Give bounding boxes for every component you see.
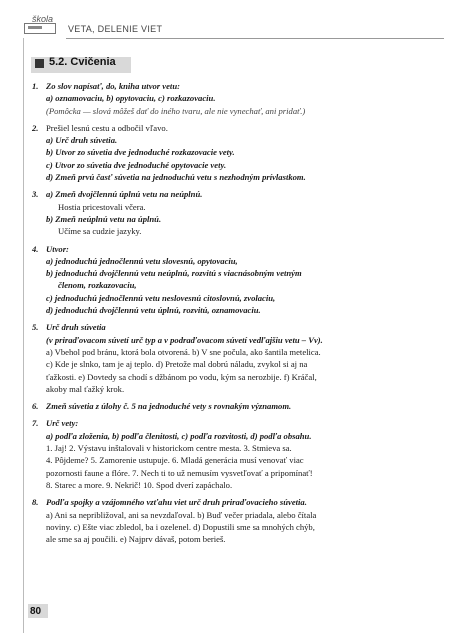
logo-box [24,23,56,34]
page-header [12,6,442,36]
exercise-number: 7. [32,418,39,429]
exercise-2 [32,122,432,183]
subtask-a: a) jednoduchú jednočlennú vetu slovesnú, opytovaciu, [46,255,238,266]
exercise-1 [32,80,432,117]
logo-text: škola [32,14,54,24]
text-line: noviny. c) Ešte viac zbledol, ba i ozelenel. d) Dopustili sme sa mnohých chýb, [46,521,315,532]
exercise-number: 5. [32,322,39,333]
exercise-6 [32,400,432,412]
text-line: ale sme sa aj poučili. e) Najprv dávaš, potom berieš. [46,534,226,545]
exercise-number: 8. [32,497,39,508]
subtask-a-text: Hostia pricestovali včera. [58,201,146,212]
header-rule [66,38,444,39]
exercise-list [32,80,432,550]
header-title: VETA, DELENIE VIET [68,24,163,34]
subtask-a: a) Zmeň dvojčlennú úplnú vetu na neúplnú. [46,189,203,200]
text-line: 8. Starec a more. 9. Nekrič! 10. Spod dverí zapáchalo. [46,479,233,490]
exercise-task: Utvor: [46,243,69,254]
exercise-hint: (Pomôcka — slová môžeš dať do iného tvaru, ale nie vynechať, ani pridať.) [46,105,306,116]
subtask-b-cont: členom, rozkazovaciu, [58,280,137,291]
subtask-b: b) Utvor zo súvetia dve jednoduché rozkazovacie vety. [46,147,235,158]
logo [24,14,62,34]
subtask-d: d) Zmeň prvú časť súvetia na jednoduchú vetu s nezhodným prívlastkom. [46,172,306,183]
exercise-task: Zo slov napísať, do, kniha utvor vetu: [46,81,180,91]
exercise-4 [32,243,432,317]
exercise-task: Zmeň súvetia z úlohy č. 5 na jednoduché vety s rovnakým významom. [46,401,292,412]
margin-rule [23,38,24,633]
exercise-3 [32,188,432,237]
subtask-c: c) jednoduchú jednočlennú vetu neslovesnú citoslovnú, zvolaciu, [46,292,276,303]
exercise-number: 3. [32,189,39,200]
exercise-number: 1. [32,81,39,91]
text-line: a) Vbehol pod bránu, ktorá bola otvorená. b) V sne počula, ako šantila metelica. [46,346,321,357]
exercise-task: Urč vety: [46,418,79,429]
exercise-options: a) oznamovaciu, b) opytovaciu, c) rozkazovaciu. [46,93,216,104]
exercise-number: 4. [32,243,39,254]
text-line: ťažkosti. e) Dovtedy sa chodí s džbánom po vodu, kým sa nerozbije. f) Kráčal, [46,371,317,382]
page-number: 80 [30,606,42,617]
text-line: pozornosti faune a flóre. 7. Nech ti to už nemusím vysvetľovať a pripomínať! [46,467,313,478]
exercise-5 [32,321,432,395]
exercise-options: a) podľa zloženia, b) podľa členitosti, c) podľa rozvitosti, d) podľa obsahu. [46,430,312,441]
text-line: a) Ani sa nepribližoval, ani sa nevzdaľoval. b) Buď večer priadala, alebo čítala [46,509,317,520]
subtask-a: a) Urč druh súvetia. [46,135,118,146]
text-line: c) Kde je slnko, tam je aj teplo. d) Pretože mal dobrú náladu, zvykol si aj na [46,359,308,370]
subtask-c: c) Utvor zo súvetia dve jednoduché opytovacie vety. [46,159,227,170]
subtask-b-text: Učíme sa cudzie jazyky. [58,226,142,237]
exercise-sentence: Prešiel lesnú cestu a odbočil vľavo. [46,122,168,133]
text-line: 4. Pôjdeme? 5. Zamorenie ustupuje. 6. Mladá generácia musí venovať viac [46,455,304,466]
text-line: akoby mal ťažký krok. [46,383,125,394]
exercise-7 [32,417,432,491]
exercise-number: 2. [32,122,39,133]
subtask-b: b) jednoduchú dvojčlennú vetu neúplnú, rozvitú s viacnásobným vetným [46,268,302,279]
subtask-b: b) Zmeň neúplnú vetu na úplnú. [46,213,162,224]
exercise-task-note: (v priraďovacom súvetí urč typ a v podraďovacom súvetí vedľajšiu vetu – Vv). [46,334,323,345]
exercise-8 [32,496,432,545]
section-heading [35,56,116,68]
exercise-task: Podľa spojky a vzájomného vzťahu viet urč druh priraďovacieho súvetia. [46,497,307,508]
subtask-d: d) jednoduchú dvojčlennú vetu úplnú, rozvitú, oznamovaciu. [46,305,261,316]
exercise-task: Urč druh súvetia [46,322,106,333]
exercise-number: 6. [32,401,39,412]
section-title: 5.2. Cvičenia [49,56,116,68]
text-line: 1. Jaj! 2. Výstavu inštalovali v historickom centre mesta. 3. Stmieva sa. [46,443,292,454]
